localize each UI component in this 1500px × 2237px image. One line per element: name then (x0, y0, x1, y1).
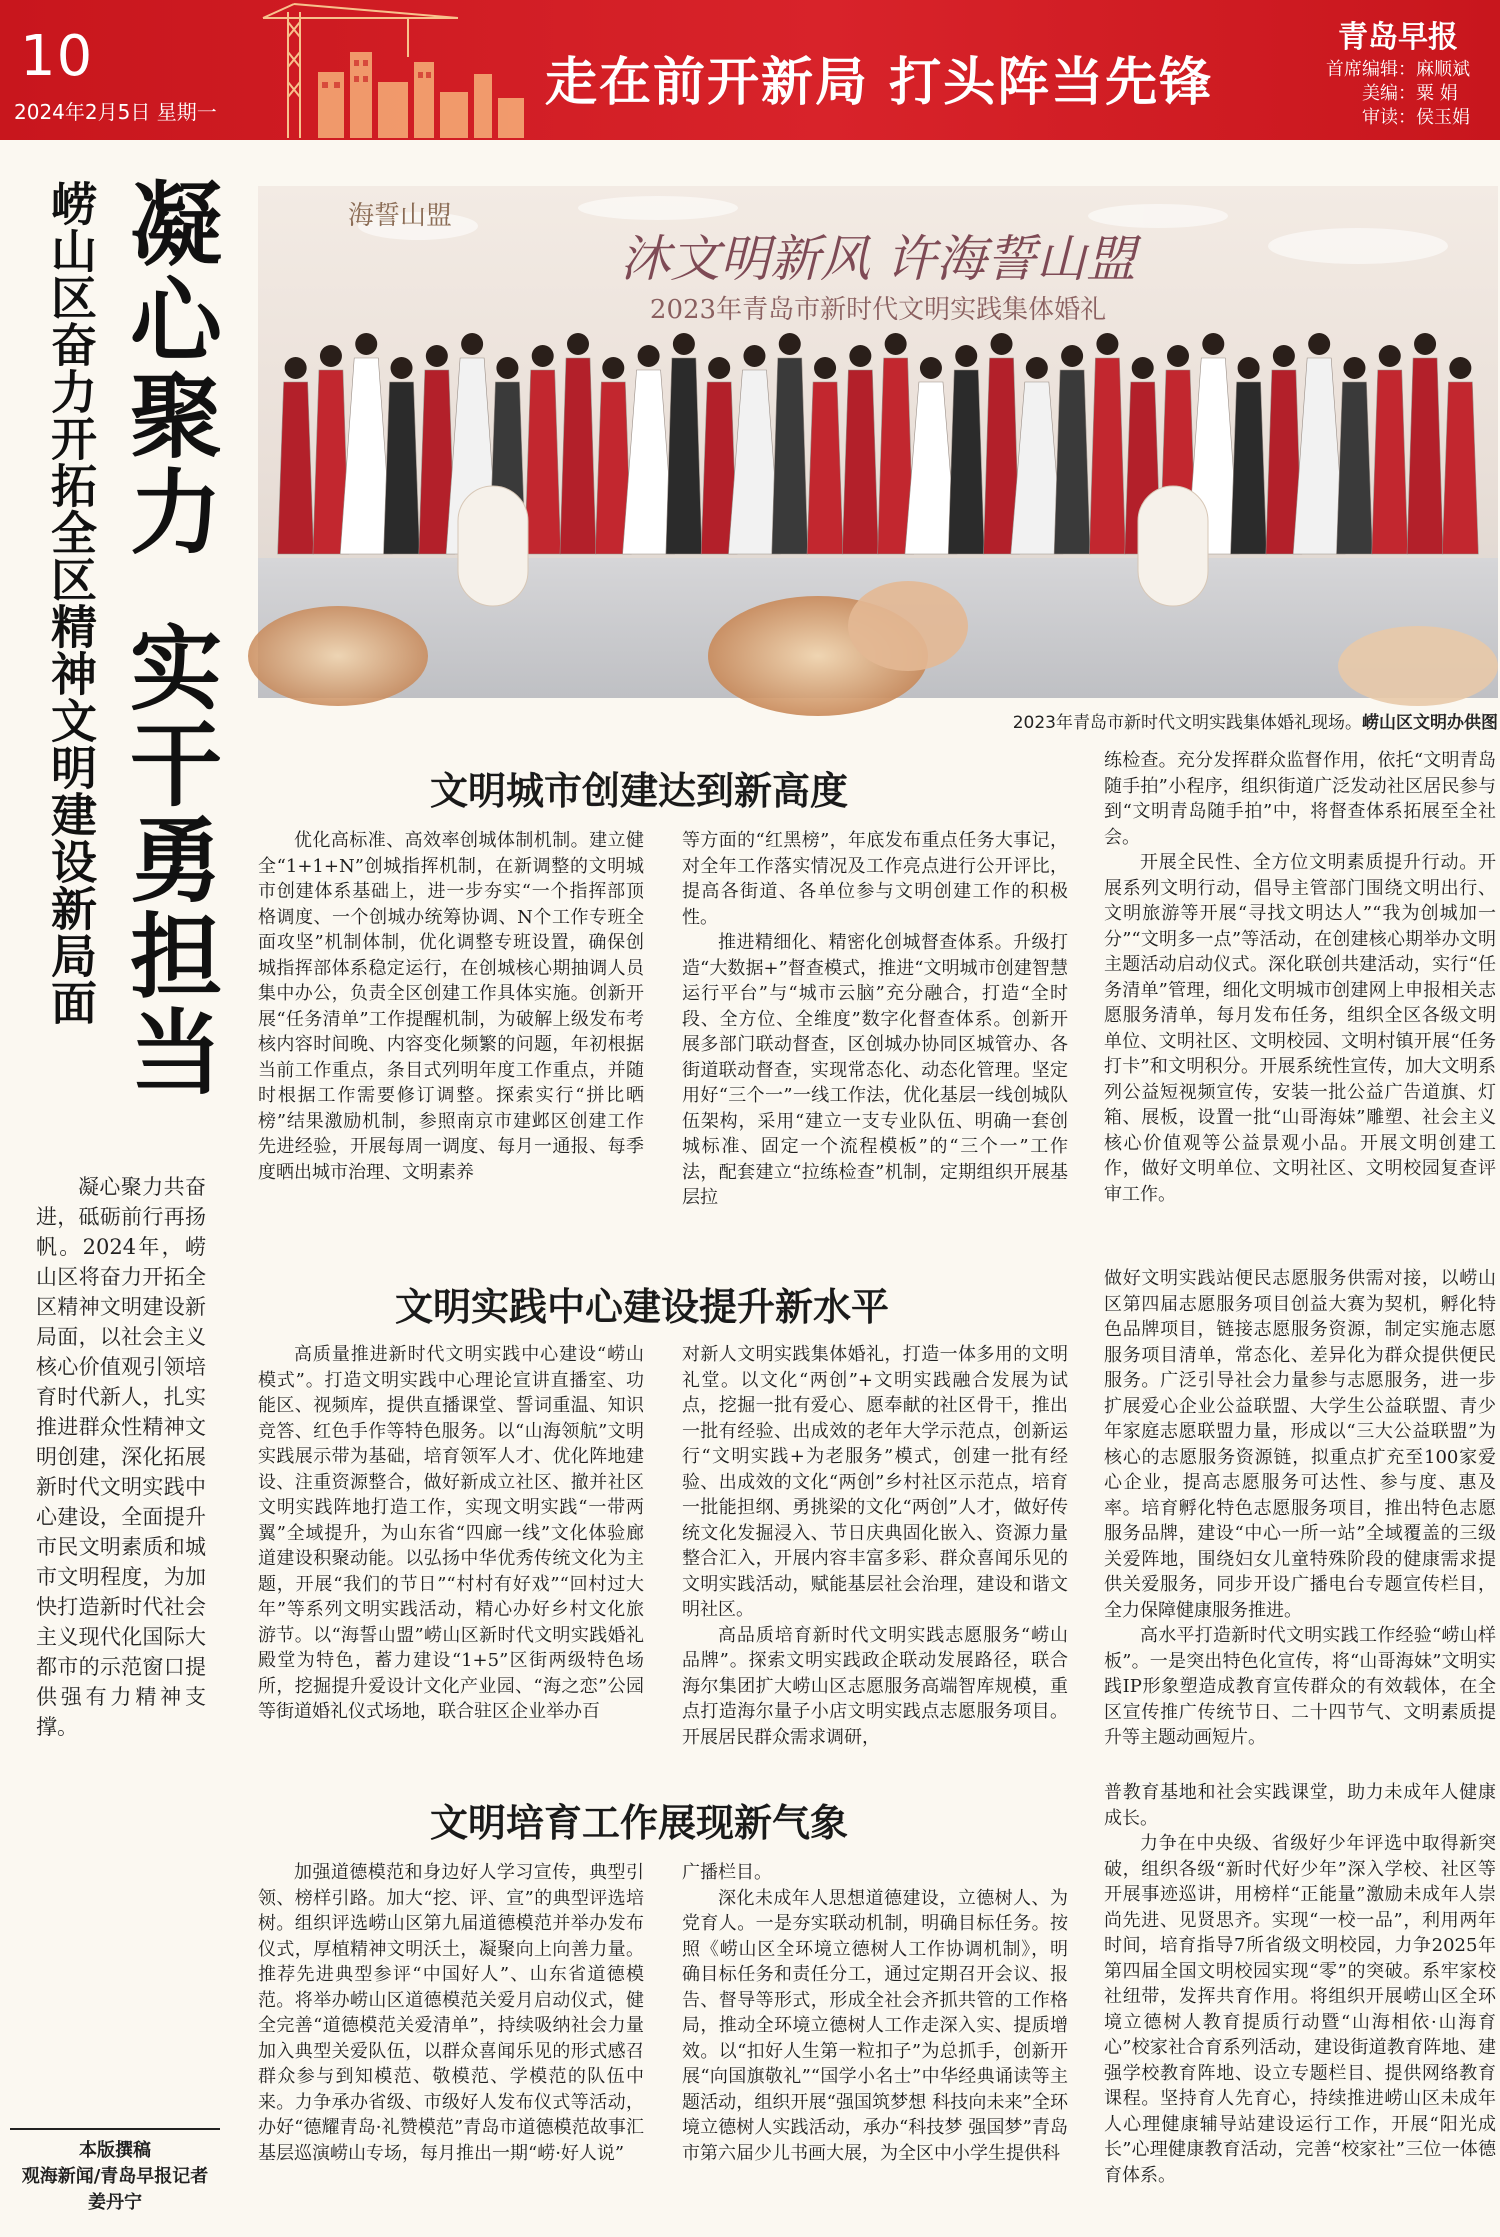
person-head (743, 345, 765, 367)
wedding-photo (258, 186, 1498, 698)
paragraph: 高水平打造新时代文明实践工作经验“崂山样板”。一是突出特色化宣传，将“山哥海妹”文明实践IP形象塑造成教育宣传群众的有效载体，在全区宣传推广传统节日、二十四节气、文明素质提升等主题动画短片。 (1104, 1625, 1496, 1748)
person-head (1096, 333, 1118, 355)
person-head (1273, 345, 1295, 367)
photo-caption-text: 2023年青岛市新时代文明实践集体婚礼现场。 (1012, 713, 1362, 733)
page-number: 10 (20, 24, 94, 89)
person-body (384, 382, 420, 554)
paragraph: 普教育基地和社会实践课堂，助力未成年人健康成长。 (1104, 1782, 1496, 1829)
paragraph: 深化未成年人思想道德建设，立德树人、为党育人。一是夯实联动机制，明确目标任务。按照《崂山区全环境立德树人工作协调机制》，明确目标任务和责任分工，通过定期召开会议、报告、督导等形式，形成全社会齐抓共管的工作格局，推动全环境立德树人工作走深入实、提质增效。以“扣好人生第一粒扣子”为总抓手，创新开展“向国旗敬礼”“国学小名士”中华经典诵读等主题活动，组织开展“强国筑梦想 科技向未来”全环境立德树人实践活动，承办“科技梦 强国梦”青岛市第六届少儿书画大展，为全区中小学生提供科 (682, 1887, 1068, 2164)
person-head (567, 333, 589, 355)
crane-skyline-icon (258, 2, 558, 138)
photo-caption (258, 708, 1498, 733)
person-head (1308, 333, 1330, 355)
section2-col2 (682, 1342, 1068, 1748)
person-body (1089, 358, 1125, 554)
person-head (779, 333, 801, 355)
person-head (391, 357, 413, 379)
person-head (320, 345, 342, 367)
person-body (1372, 370, 1408, 554)
section-title-1: 文明城市创建达到新高度 (430, 769, 849, 813)
person-body (1407, 358, 1443, 554)
person-body (666, 358, 702, 554)
byline-authors: 观海新闻/青岛早报记者 (21, 2166, 209, 2187)
section-title-3: 文明培育工作展现新气象 (430, 1801, 849, 1845)
person-body (278, 382, 314, 554)
person-body (560, 358, 596, 554)
paragraph: 推进精细化、精密化创城督查体系。升级打造“大数据+”督查模式，推进“文明城市创建智慧运行平台”与“城市云脑”充分融合，打造“全时段、全方位、全维度”数字化督查体系。创新开展多部门联动督查，区创城办协同区城管办、各街道联动督查，实现常态化、动态化管理。坚定用好“三个一”一线工作法，优化基层一线创城队伍架构，采用“建立一支专业队伍、明确一套创城标准、固定一个流程模板”的“三个一”工作法，配套建立“拉练检查”机制，定期组织开展基层拉 (682, 932, 1068, 1208)
person-body (525, 370, 561, 554)
main-headline-part1: 凝心聚力 (115, 176, 222, 560)
paragraph: 力争在中央级、省级好少年评选中取得新突破，组织各级“新时代好少年”深入学校、社区等开展事迹巡讲，用榜样“正能量”激励未成年人崇尚先进、见贤思齐。实现“一校一品”，利用两年时间，培育指导7所省级文明校园，力争2025年第四届全国文明校园实现“零”的突破。系牢家校社纽带，发挥共育作用。将组织开展崂山区全环境立德树人教育提质行动暨“山海相依·山海育心”校家社合育系列活动，建设街道教育阵地、建强学校教育阵地、设立专题栏目、提供网络教育课程。坚持育人先育心，持续推进崂山区未成年人心理健康辅导站建设运行工作，开展“阳光成长”心理健康教育活动，完善“校家社”三位一体德育体系。 (1104, 1833, 1496, 2186)
section3-col1 (258, 1860, 644, 2232)
person-head (1414, 333, 1436, 355)
byline-name: 姜丹宁 (88, 2192, 142, 2213)
person-head (426, 345, 448, 367)
paragraph: 广播栏目。 (682, 1862, 772, 1883)
person-head (885, 333, 907, 355)
person-head (532, 345, 554, 367)
person-head (1132, 357, 1154, 379)
person-head (673, 333, 695, 355)
person-body (842, 370, 878, 554)
person-body (1054, 370, 1090, 554)
page-slogan: 走在前开新局 打头阵当先锋 (545, 53, 1214, 113)
issue-date: 2024年2月5日 星期一 (14, 100, 217, 124)
sub-headline: 崂山区奋力开拓全区精神文明建设新局面 (44, 180, 98, 1026)
photo-banner-line2: 2023年青岛市新时代文明实践集体婚礼 (649, 295, 1107, 325)
person-head (1379, 345, 1401, 367)
section1-col1 (258, 828, 644, 1218)
person-head (849, 345, 871, 367)
person-head (920, 357, 942, 379)
person-head (1061, 345, 1083, 367)
paragraph: 开展全民性、全方位文明素质提升行动。开展系列文明行动，倡导主管部门围绕文明出行、文明旅游等开展“寻找文明达人”“我为创城加一分”“文明多一点”等活动，在创建核心期举办文明主题活动启动仪式。深化联创共建活动，实行“任务清单”管理，细化文明城市创建网上申报相关志愿服务清单，每月发布任务，组织全区各级文明单位、文明社区、文明校园、文明村镇开展“任务打卡”和文明积分。开展系统性宣传，加大文明系列公益短视频宣传，安装一批公益广告道旗、灯箱、展板，设置一批“山哥海妹”雕塑、社会主义核心价值观等公益景观小品。开展文明创建工作，做好文明单位、文明社区、文明校园复查评审工作。 (1104, 852, 1496, 1205)
photo-banner-line1: 沐文明新风 许海誓山盟 (620, 230, 1136, 288)
paragraph: 等方面的“红黑榜”，年底发布重点任务大事记，对全年工作落实情况及工作亮点进行公开评比，提高各街道、各单位参与文明创建工作的积极性。 (682, 830, 1068, 928)
person-body (807, 382, 843, 554)
credit-divider (10, 2128, 220, 2130)
chief-editor: 首席编辑：麻顺斌 (1326, 59, 1470, 80)
main-headline-part2: 实干勇担当 (115, 620, 222, 1100)
intro-paragraph: 凝心聚力共奋进，砥砺前行再扬帆。2024年，崂山区将奋力开拓全区精神文明建设新局面，以社会主义核心价值观引领培育时代新人，扎实推进群众性精神文明创建，深化拓展新时代文明实践中心建设，全面提升市民文明素质和城市文明程度，为加快打造新时代社会主义现代化国际大都市的示范窗口提供强有力精神支撑。 (36, 1175, 206, 1739)
person-head (355, 333, 377, 355)
masthead (0, 0, 1500, 140)
paragraph: 高质量推进新时代文明实践中心建设“崂山模式”。打造文明实践中心理论宣讲直播室、功能区、视频库，提供直播课堂、誓词重温、知识竞答、红色手作等特色服务。以“山海领航”文明实践展示带为基础，培育领军人才、优化阵地建设、注重资源整合，做好新成立社区、撤并社区文明实践阵地打造工作，实现文明实践“一带两翼”全域提升，为山东省“四廊一线”文化体验廊道建设积聚动能。以弘扬中华优秀传统文化为主题，开展“我们的节日”“村村有好戏”“回村过大年”等系列文明实践活动，精心办好乡村文化旅游节。以“海誓山盟”崂山区新时代文明实践婚礼殿堂为特色，蓄力建设“1+5”区街两级特色场所，挖掘提升爱设计文化产业园、“海之恋”公园等街道婚礼仪式场地，联合驻区企业举办百 (258, 1344, 644, 1722)
person-body (1231, 382, 1267, 554)
person-head (1343, 357, 1365, 379)
paragraph: 对新人文明实践集体婚礼，打造一体多用的文明礼堂。以文化“两创”+文明实践融合发展为试点，挖掘一批有爱心、愿奉献的社区骨干，推出一批有经验、出成效的老年大学示范点，创新运行“文明实践+为老服务”模式，创建一批有经验、出成效的文化“两创”乡村社区示范点，培育一批能担纲、勇挑梁的文化“两创”人才，做好传统文化发掘浸入、节日庆典固化嵌入、资源力量整合汇入，开展内容丰富多彩、群众喜闻乐见的文明实践活动，赋能基层社会治理，建设和谐文明社区。 (682, 1344, 1068, 1620)
person-head (285, 357, 307, 379)
paragraph: 练检查。充分发挥群众监督作用，依托“文明青岛随手拍”小程序，组织街道广泛发动社区居民参与到“文明青岛随手拍”中，将督查体系拓展至全社会。 (1104, 750, 1496, 848)
section1-col2 (682, 828, 1068, 1218)
person-head (991, 333, 1013, 355)
person-head (955, 345, 977, 367)
paragraph: 做好文明实践站便民志愿服务供需对接，以崂山区第四届志愿服务项目创益大赛为契机，孵化特色品牌项目，链接志愿服务资源，制定实施志愿服务项目清单，常态化、差异化为群众提供便民服务。广泛引导社会力量参与志愿服务，进一步扩展爱心企业公益联盟、大学生公益联盟、青少年家庭志愿联盟力量，形成以“三大公益联盟”为核心的志愿服务资源链，拟重点扩充至100家爱心企业，提高志愿服务可达性、参与度、惠及率。培育孵化特色志愿服务项目，推出特色志愿服务品牌，建设“中心一所一站”全域覆盖的三级关爱阵地，围绕妇女儿童特殊阶段的健康需求提供关爱服务，同步开设广播电台专题宣传栏目，全力保障健康服务推进。 (1104, 1268, 1496, 1621)
photo-logo: 海誓山盟 (348, 201, 453, 231)
section2-col1 (258, 1342, 644, 1732)
person-head (814, 357, 836, 379)
person-body (1442, 382, 1478, 554)
person-head (1449, 357, 1471, 379)
person-head (1026, 357, 1048, 379)
newspaper-logo: 青岛早报 (1338, 20, 1458, 55)
person-head (602, 357, 624, 379)
byline-label: 本版撰稿 (79, 2140, 151, 2161)
person-head (496, 357, 518, 379)
person-body (948, 370, 984, 554)
paragraph: 优化高标准、高效率创城体制机制。建立健全“1+1+N”创城指挥机制，在新调整的文明城市创建体系基础上，进一步夯实“一个指挥部顶格调度、一个创城办统筹协调、N个工作专班全面攻坚”机制体制，优化调整专班设置，确保创城指挥部体系稳定运行，在创城核心期抽调人员集中办公，负责全区创建工作具体实施。创新开展“任务清单”工作提醒机制，为破解上级发布考核内容时间晚、内容变化频繁的问题，年初根据当前工作重点，条目式列明年度工作重点，并随时根据工作需要修订调整。探索实行“拼比晒榜”结果激励机制，参照南京市建邺区创建工作先进经验，开展每周一调度、每月一通报、每季度晒出城市治理、文明素养 (258, 830, 644, 1183)
paragraph: 加强道德模范和身边好人学习宣传，典型引领、榜样引路。加大“挖、评、宣”的典型评选培树。组织评选崂山区第九届道德模范并举办发布仪式，厚植精神文明沃土，凝聚向上向善力量。推荐先进典型参评“中国好人”、山东省道德模范。将举办崂山区道德模范关爱月启动仪式，健全完善“道德模范关爱清单”，持续吸纳社会力量加入典型关爱队伍，以群众喜闻乐见的形式感召群众参与到知模范、敬模范、学模范的队伍中来。力争承办省级、市级好人发布仪式等活动，办好“德耀青岛·礼赞模范”青岛市道德模范故事汇基层巡演崂山专场，每月推出一期“崂·好人说” (258, 1862, 644, 2164)
section-title-2: 文明实践中心建设提升新水平 (395, 1285, 890, 1329)
person-body (1336, 382, 1372, 554)
person-head (461, 333, 483, 355)
paragraph: 高品质培育新时代文明实践志愿服务“崂山品牌”。探索文明实践政企联动发展路径，联合海尔集团扩大崂山区志愿服务高端智库规模，重点打造海尔量子小店文明实践点志愿服务项目。开展居民群众需求调研， (682, 1624, 1068, 1748)
byline (10, 2138, 220, 2216)
main-headline (102, 176, 234, 1100)
section3-col2 (682, 1860, 1068, 2232)
person-body (772, 358, 808, 554)
art-editor: 美编：粟 娟 (1362, 83, 1458, 104)
reviewer: 审读：侯玉娟 (1362, 107, 1470, 128)
person-head (1167, 345, 1189, 367)
editor-credits (1326, 58, 1470, 130)
person-head (708, 357, 730, 379)
person-head (638, 345, 660, 367)
section2-col3 (1104, 1266, 1496, 1748)
photo-credit: 崂山区文明办供图 (1362, 713, 1498, 733)
section1-col3 (1104, 748, 1496, 1218)
person-head (1238, 357, 1260, 379)
section3-col3 (1104, 1780, 1496, 2232)
person-head (1202, 333, 1224, 355)
